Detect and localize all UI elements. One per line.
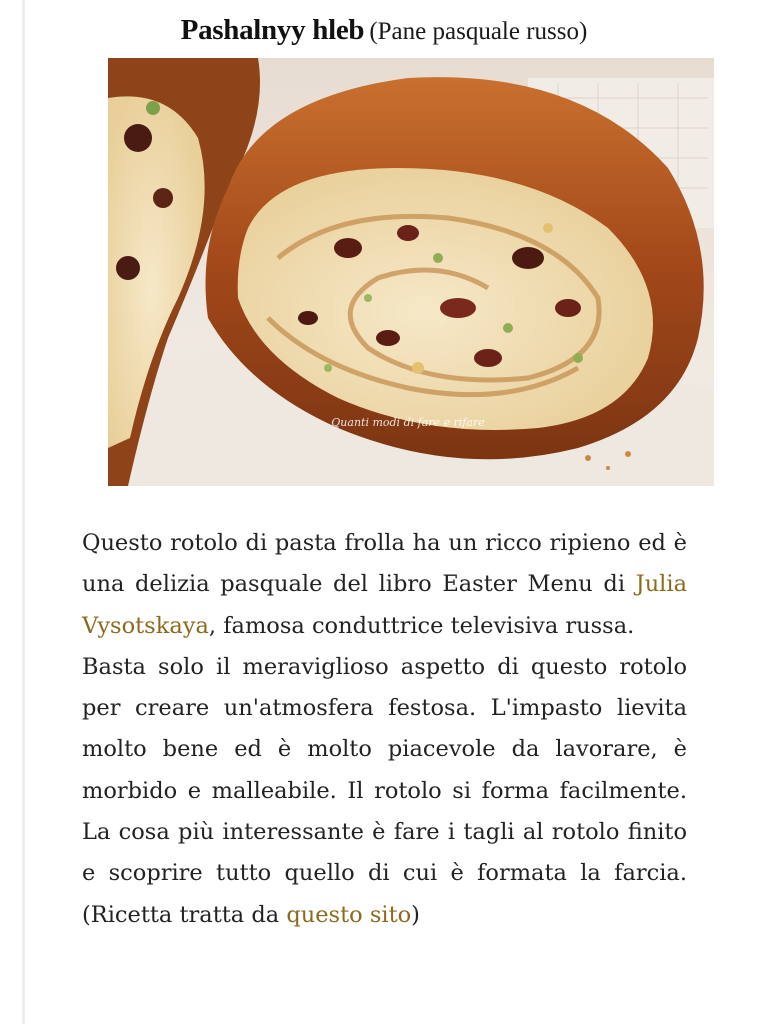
author-link[interactable]: Julia Vysotskaya (82, 571, 687, 639)
intro-text-2-end: ) (411, 901, 420, 928)
intro-text-1-end: , famosa conduttrice televisiva russa. (208, 612, 635, 639)
recipe-subtitle: (Pane pasquale russo) (369, 18, 588, 45)
photo-watermark: Quanti modi di fare e rifare (331, 416, 485, 429)
bread-roll-illustration (108, 58, 714, 486)
recipe-title: Pashalnyy hleb (180, 14, 365, 46)
intro-text-1: Questo rotolo di pasta frolla ha un ricco ripieno ed è una delizia pasquale del libro Easter Menu di (82, 530, 687, 598)
recipe-intro (82, 523, 687, 936)
intro-paragraph-1 (82, 523, 687, 647)
recipe-photo (108, 58, 714, 486)
source-link[interactable]: questo sito (286, 901, 412, 928)
intro-text-2: Basta solo il meraviglioso aspetto di questo rotolo per creare un'atmosfera festosa. L'impasto lievita molto bene ed è molto piacevole da lavorare, è morbido e malleabile. Il rotolo si forma facilmente. La cosa più interessante è fare i tagli al rotolo finito e scoprire tutto quello di cui è formata la farcia. (Ricetta tratta da (82, 653, 687, 928)
page-left-border (22, 0, 25, 1024)
recipe-heading (0, 14, 768, 47)
intro-paragraph-2 (82, 647, 687, 936)
